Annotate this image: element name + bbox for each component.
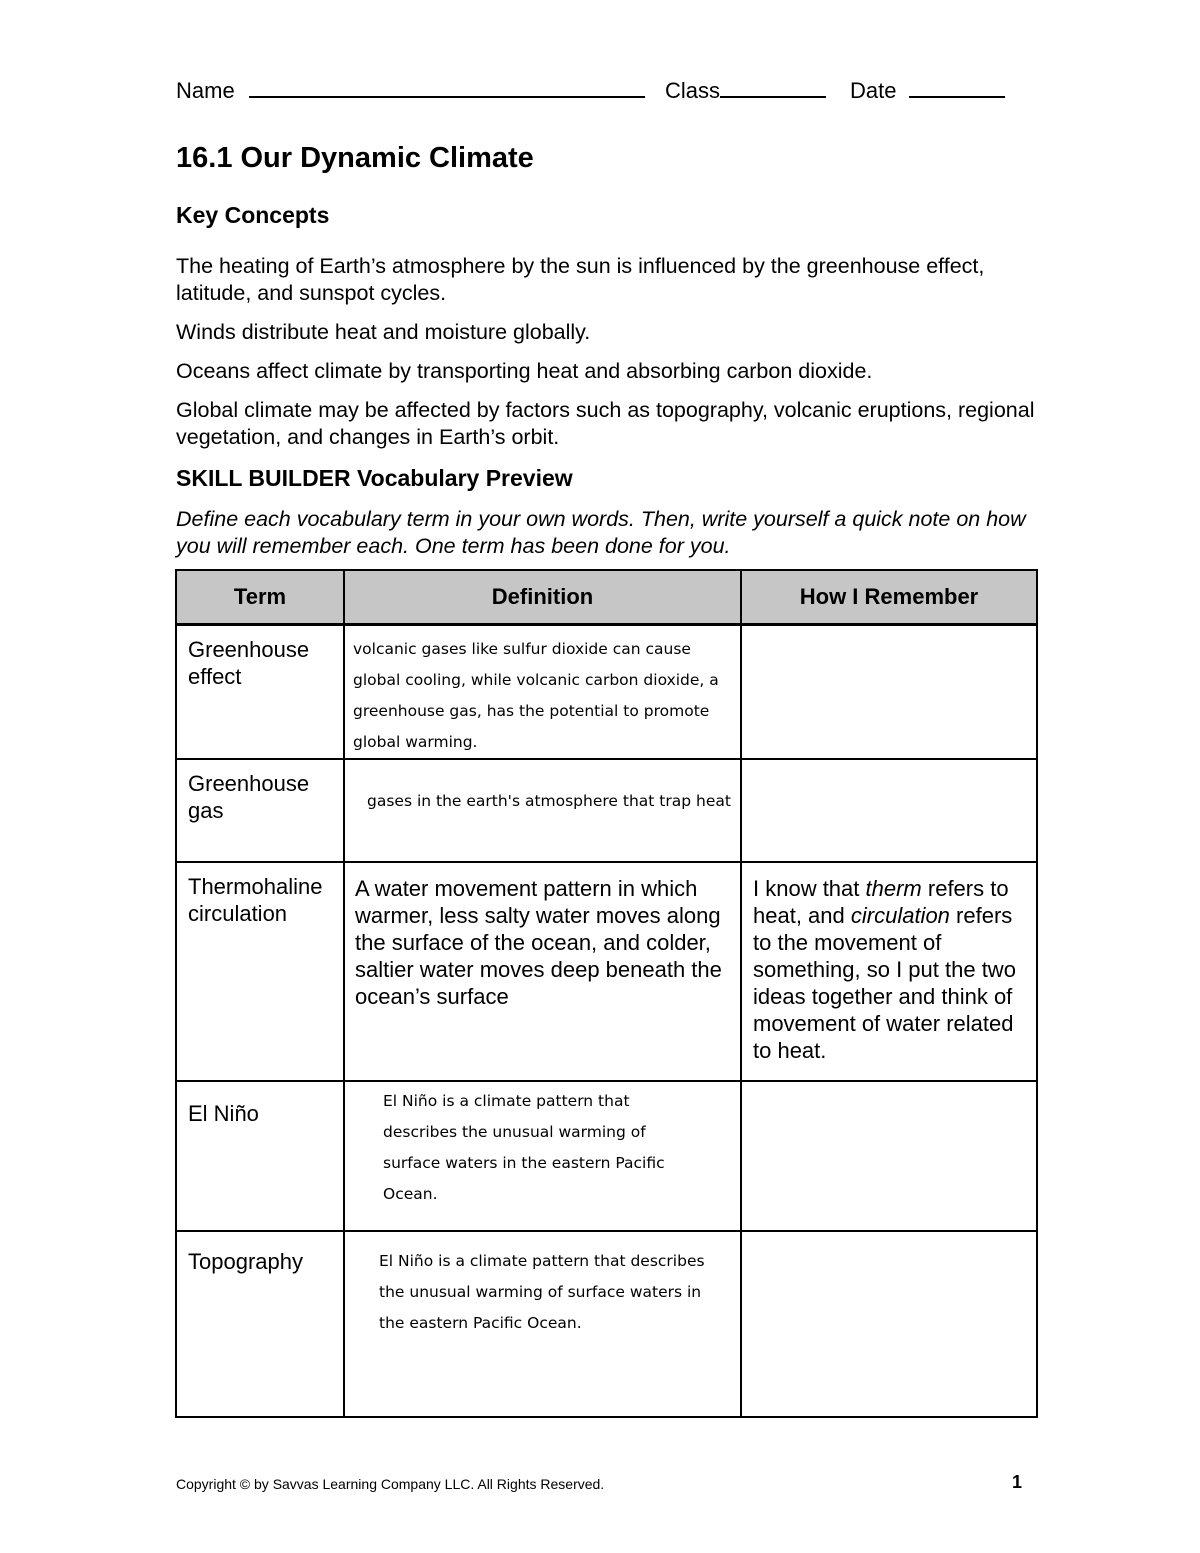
column-header-term: Term (176, 570, 344, 625)
name-blank (249, 76, 645, 98)
column-header-definition: Definition (344, 570, 741, 625)
term-cell: Greenhouse effect (176, 625, 344, 760)
remember-cell[interactable] (741, 759, 1037, 862)
remember-cell[interactable] (741, 625, 1037, 760)
date-field (850, 76, 1005, 104)
definition-cell[interactable]: El Niño is a climate pattern that describes the unusual warming of surface waters in the eastern Pacific Ocean. (344, 1081, 741, 1231)
concept-item: Global climate may be affected by factors such as topography, volcanic eruptions, regional vegetation, and changes in Earth’s orbit. (176, 398, 1035, 449)
column-header-remember: How I Remember (741, 570, 1037, 625)
remember-text: refers to the movement of something, so I put the two ideas together and think of movement of water related to heat. (753, 903, 1016, 1063)
page-title: 16.1 Our Dynamic Climate (176, 142, 534, 174)
table-row (176, 862, 1037, 1081)
name-field (176, 76, 645, 104)
concept-item: The heating of Earth’s atmosphere by the sun is influenced by the greenhouse effect, latitude, and sunspot cycles. (176, 254, 985, 305)
skill-builder-heading: SKILL BUILDER Vocabulary Preview (176, 465, 573, 491)
table-header-row (176, 570, 1037, 625)
copyright-notice: Copyright © by Savvas Learning Company LLC. All Rights Reserved. (176, 1476, 605, 1492)
key-concepts-heading: Key Concepts (176, 202, 330, 228)
term-cell: Thermohaline circulation (176, 862, 344, 1081)
table-row (176, 759, 1037, 862)
name-label: Name (176, 78, 235, 103)
concept-item: Winds distribute heat and moisture globally. (176, 320, 591, 344)
definition-cell: A water movement pattern in which warmer, less salty water moves along the surface of the ocean, and colder, saltier water moves deep beneath the ocean’s surface (344, 862, 741, 1081)
date-blank (909, 76, 1005, 98)
class-field (665, 76, 826, 104)
term-cell: Topography (176, 1231, 344, 1417)
instructions: Define each vocabulary term in your own words. Then, write yourself a quick note on how you will remember each. One term has been done for you. (176, 507, 1026, 558)
remember-cell (741, 862, 1037, 1081)
student-info-row (176, 76, 1036, 110)
remember-cell[interactable] (741, 1081, 1037, 1231)
remember-emphasis: therm (865, 876, 922, 901)
term-cell: Greenhouse gas (176, 759, 344, 862)
remember-text: refers to heat, and (753, 876, 1009, 928)
class-blank (720, 76, 826, 98)
definition-cell[interactable]: gases in the earth's atmosphere that trap heat (344, 759, 741, 862)
remember-cell[interactable] (741, 1231, 1037, 1417)
concept-item: Oceans affect climate by transporting heat and absorbing carbon dioxide. (176, 359, 873, 383)
definition-cell[interactable]: volcanic gases like sulfur dioxide can cause global cooling, while volcanic carbon dioxide, a greenhouse gas, has the potential to promote global warming. (344, 625, 741, 760)
remember-emphasis: circulation (850, 903, 950, 928)
page-number: 1 (1012, 1472, 1023, 1492)
vocabulary-table (175, 569, 1038, 1418)
class-label: Class (665, 78, 721, 103)
key-concepts-list (176, 253, 1036, 463)
definition-cell[interactable]: El Niño is a climate pattern that describes the unusual warming of surface waters in the eastern Pacific Ocean. (344, 1231, 741, 1417)
date-label: Date (850, 78, 897, 103)
remember-text: I know that (753, 876, 866, 901)
table-row (176, 1231, 1037, 1417)
term-cell: El Niño (176, 1081, 344, 1231)
table-row (176, 625, 1037, 760)
table-row (176, 1081, 1037, 1231)
